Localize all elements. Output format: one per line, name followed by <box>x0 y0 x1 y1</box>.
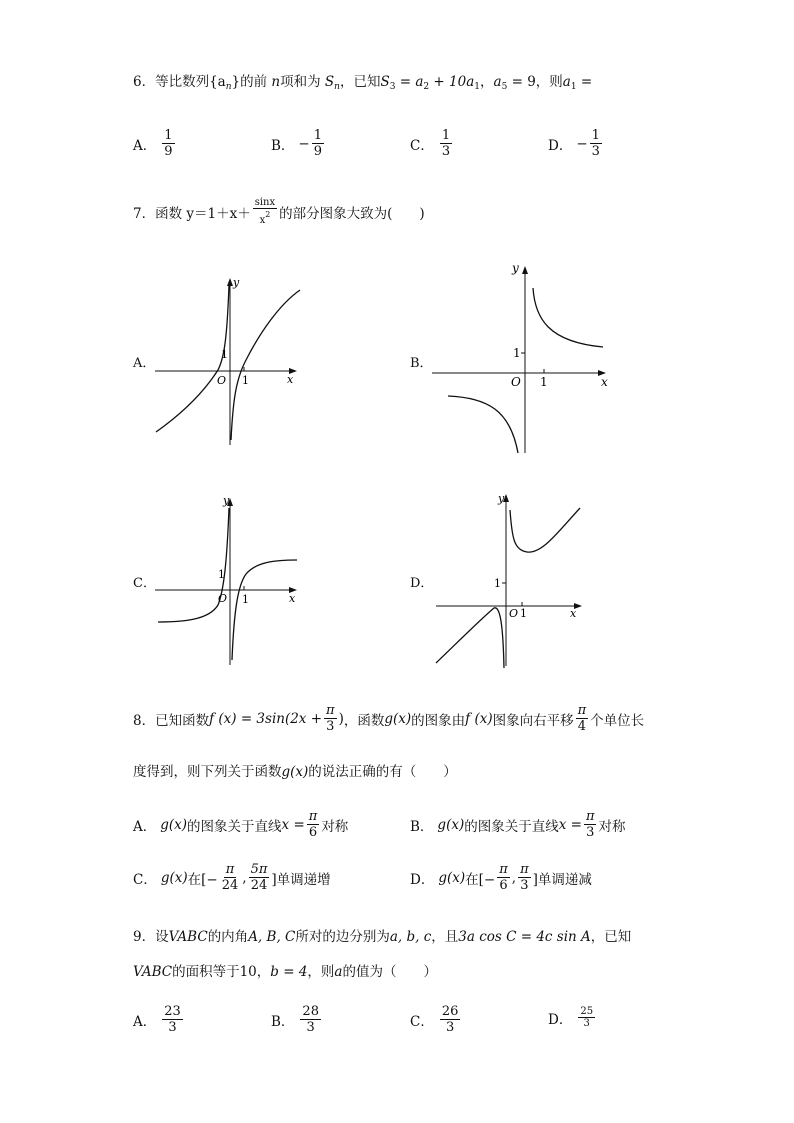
q8-stem-line2: 度得到，则下列关于函数g(x)的说法正确的有（ ） <box>133 764 457 780</box>
q6-option-a[interactable]: A． $\frac{1}{9}$ <box>133 128 173 159</box>
q8-option-a[interactable]: A． g(x) 的图象关于直线 x = $\frac{\pi}{6}$ 对称 <box>133 809 349 840</box>
q6-option-b[interactable]: B． − $\frac{1}{9}$ <box>271 128 323 159</box>
x-axis-label: x <box>289 592 296 605</box>
q6-option-c[interactable]: C． $\frac{1}{3}$ <box>410 128 451 159</box>
origin-label: O <box>509 607 519 620</box>
origin-label: O <box>218 592 228 605</box>
q8-option-c[interactable]: C． g(x) 在[− $\frac{\pi}{24}$ , $\frac{5\pi}{24}$ ]单调递增 <box>133 862 331 893</box>
y-tick-one: 1 <box>218 568 225 581</box>
x-axis-label: x <box>570 607 577 620</box>
q7-graph-b[interactable] <box>428 258 613 458</box>
q7-graph-d-label[interactable]: D． <box>410 576 434 591</box>
q7-stem: 7． 函数 y＝1＋x＋ $\frac{\sin x}{x^2}$ 的部分图象大致为( ) <box>133 197 425 226</box>
q7-graph-b-label[interactable]: B． <box>410 356 433 371</box>
x-tick-one: 1 <box>242 374 249 387</box>
x-tick-one: 1 <box>520 607 527 620</box>
x-axis-label: x <box>601 375 608 389</box>
q6-option-d[interactable]: D． − $\frac{1}{3}$ <box>548 128 600 159</box>
origin-label: O <box>217 374 227 387</box>
y-tick-one: 1 <box>494 577 501 590</box>
y-axis-label: y <box>512 261 519 275</box>
q6-stem: 6．等比数列$\{a_n\}$的前 n项和为 $S_n$，已知$S_3 = a_2 + 10a_1$，$a_5 = 9$，则$a_1$ = <box>133 74 593 92</box>
y-axis-label: y <box>498 492 505 505</box>
q9-option-c[interactable]: C． $\frac{26}{3}$ <box>410 1004 459 1035</box>
origin-label: O <box>511 375 521 389</box>
q7-graph-c[interactable] <box>150 490 305 670</box>
x-axis-label: x <box>287 373 294 386</box>
q9-stem-line1: 9．设VABC的内角A, B, C所对的边分别为a, b, c，且3a cos C = 4c sin A，已知 <box>133 929 632 945</box>
y-tick-one: 1 <box>221 348 228 361</box>
q9-option-d[interactable]: D． $\frac{25}{3}$ <box>548 1006 594 1029</box>
q9-option-b[interactable]: B． $\frac{28}{3}$ <box>271 1004 319 1035</box>
q9-stem-line2: VABC的面积等于10，b = 4，则a的值为（ ） <box>133 964 437 980</box>
q7-graph-d[interactable] <box>432 488 592 670</box>
y-axis-label: y <box>223 494 230 507</box>
y-tick-one: 1 <box>513 346 521 360</box>
q9-option-a[interactable]: A． $\frac{23}{3}$ <box>133 1004 181 1035</box>
x-tick-one: 1 <box>242 593 249 606</box>
q8-stem-line1: 8． 已知函数 f (x) = 3sin(2x + $\frac{\pi}{3}$ ) ，函数 g(x) 的图象由 f (x) 图象向右平移 $\frac{\pi}{4}$ 个单位长 <box>133 703 645 734</box>
x-tick-one: 1 <box>540 375 548 389</box>
q8-option-b[interactable]: B． g(x) 的图象关于直线 x = $\frac{\pi}{3}$ 对称 <box>410 809 626 840</box>
q7-graph-a-label[interactable]: A． <box>133 356 156 371</box>
q7-graph-c-label[interactable]: C． <box>133 576 156 591</box>
y-axis-label: y <box>233 276 240 289</box>
q7-graph-a[interactable] <box>150 270 305 450</box>
q8-option-d[interactable]: D． g(x) 在[− $\frac{\pi}{6}$ , $\frac{\pi}{3}$ ]单调递减 <box>410 862 592 893</box>
